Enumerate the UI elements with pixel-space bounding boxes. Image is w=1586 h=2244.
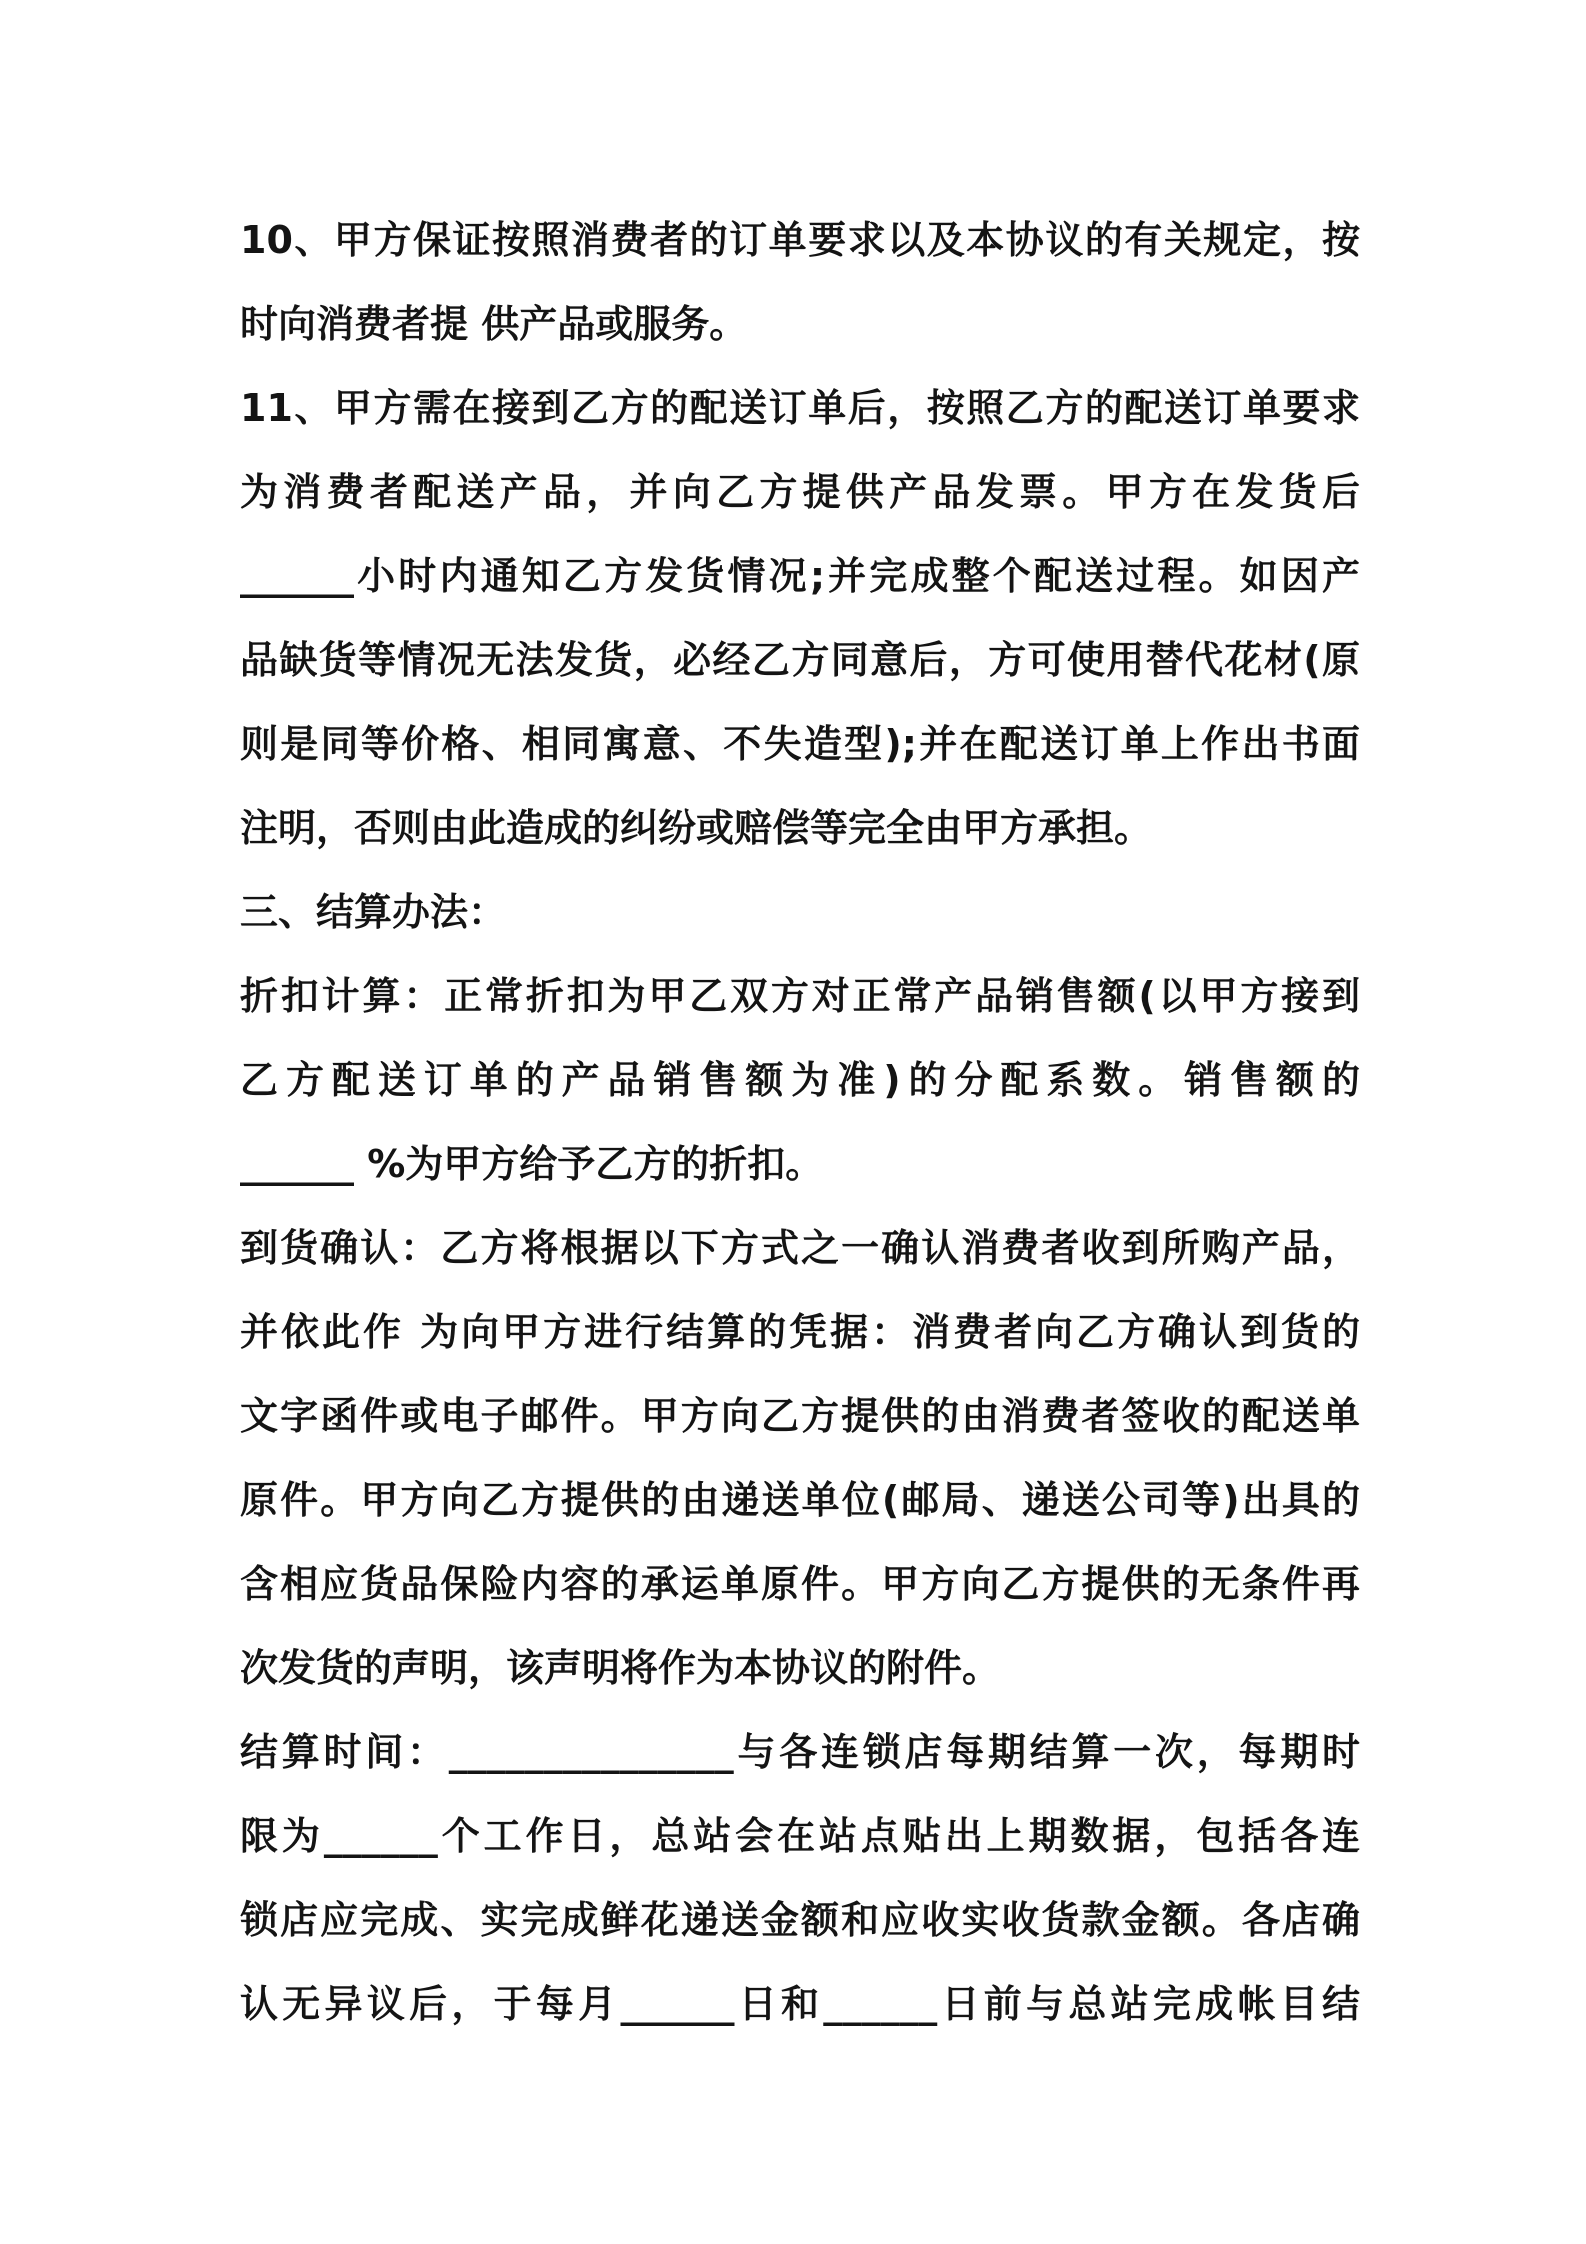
section-heading: 三、结算办法： [240,890,507,934]
text-line-1: 10、甲方保证按照消费者的订单要求以及本协议的有关规定，按 [240,218,1360,262]
text-line-16: 原件。甲方向乙方提供的由递送单位(邮局、递送公司等)出具的 [240,1478,1360,1522]
text-line-21: 锁店应完成、实完成鲜花递送金额和应收实收货款金额。各店确 [240,1898,1360,1942]
text-line-5: ______小时内通知乙方发货情况;并完成整个配送过程。如因产 [240,554,1360,598]
text-line-11: 乙方配送订单的产品销售额为准)的分配系数。销售额的 [240,1058,1360,1102]
text-line-22: 认无异议后，于每月______日和______日前与总站完成帐目结 [240,1982,1360,2026]
text-line-17: 含相应货品保险内容的承运单原件。甲方向乙方提供的无条件再 [240,1562,1360,1606]
text-line-4: 为消费者配送产品，并向乙方提供产品发票。甲方在发货后 [240,470,1360,514]
text-line-3: 11、甲方需在接到乙方的配送订单后，按照乙方的配送订单要求 [240,386,1360,430]
text-line-7: 则是同等价格、相同寓意、不失造型);并在配送订单上作出书面 [240,722,1360,766]
text-line-14: 并依此作 为向甲方进行结算的凭据：消费者向乙方确认到货的 [240,1310,1360,1354]
text-line-10: 折扣计算：正常折扣为甲乙双方对正常产品销售额(以甲方接到 [240,974,1360,1018]
text-line-8: 注明，否则由此造成的纠纷或赔偿等完全由甲方承担。 [240,806,1153,850]
document-body [240,198,1360,2046]
text-line-20: 限为______个工作日，总站会在站点贴出上期数据，包括各连 [240,1814,1360,1858]
text-line-6: 品缺货等情况无法发货，必经乙方同意后，方可使用替代花材(原 [240,638,1360,682]
text-line-12: ______ %为甲方给予乙方的折扣。 [240,1142,824,1186]
text-line-13: 到货确认：乙方将根据以下方式之一确认消费者收到所购产品， [240,1226,1360,1270]
text-line-2: 时向消费者提 供产品或服务。 [240,302,748,346]
text-line-19: 结算时间：_______________与各连锁店每期结算一次，每期时 [240,1730,1360,1774]
text-line-15: 文字函件或电子邮件。甲方向乙方提供的由消费者签收的配送单 [240,1394,1360,1438]
text-line-18: 次发货的声明，该声明将作为本协议的附件。 [240,1646,1001,1690]
